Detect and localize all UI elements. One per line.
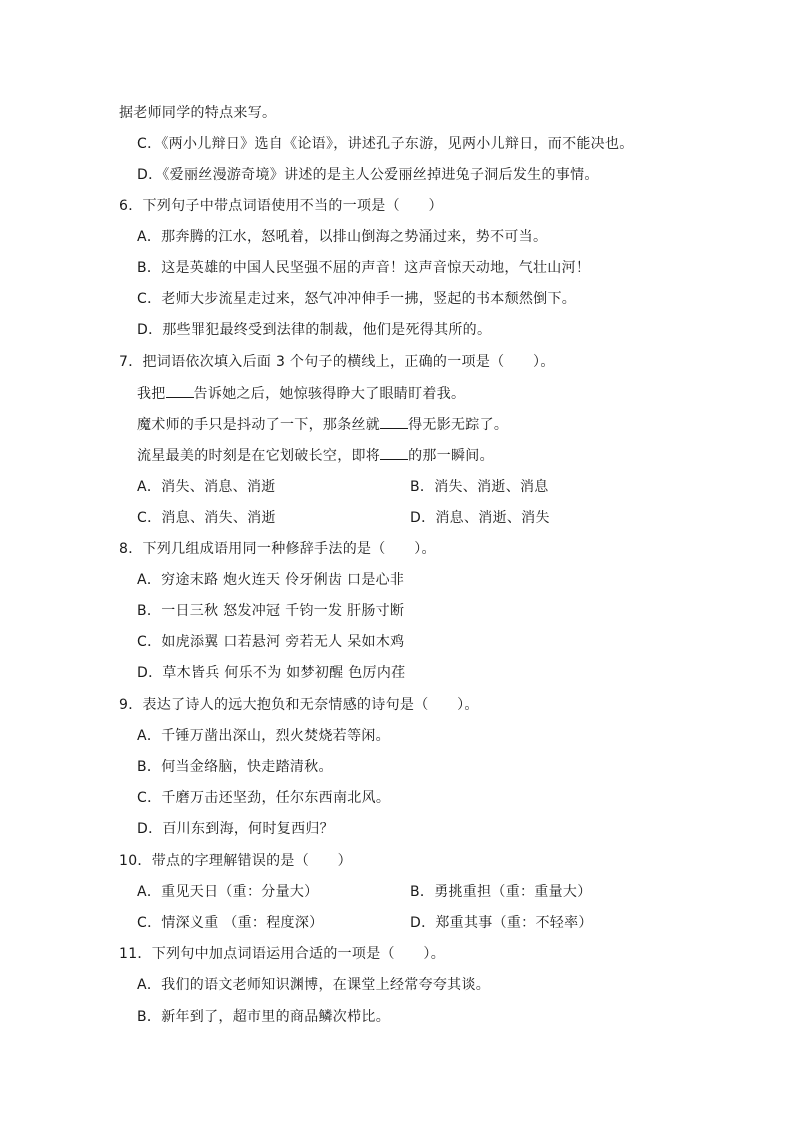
continued-text: 据老师同学的特点来写。 (119, 105, 277, 121)
q7-s1-after: 告诉她之后，她惊骇得睁大了眼睛盯着我。 (193, 386, 466, 402)
q7-s1-before: 我把 (137, 386, 166, 402)
q5-option-c: C．《两小儿辩日》选自《论语》，讲述孔子东游，见两小儿辩日，而不能决也。 (137, 136, 634, 152)
q6-option-b: B．这是英雄的中国人民坚强不屈的声音！这声音惊天动地，气壮山河！ (137, 260, 591, 276)
q5-option-d: D．《爱丽丝漫游奇境》讲述的是主人公爱丽丝掉进兔子洞后发生的事情。 (137, 167, 599, 183)
q7-s2-before: 魔术师的手只是抖动了一下，那条丝就 (137, 417, 381, 433)
q7-option-a: A．消失、消息、消逝 (137, 479, 276, 495)
q7-option-c: C．消息、消失、消逝 (137, 510, 276, 526)
q7-s2-after: 得无影无踪了。 (408, 417, 509, 433)
question-8: 8．下列几组成语用同一种修辞手法的是（ ）。 (119, 541, 436, 557)
fill-blank-3 (380, 445, 408, 460)
q10-option-b: B．勇挑重担（重：重量大） (410, 884, 592, 900)
q7-option-b: B．消失、消逝、消息 (410, 479, 549, 495)
question-7: 7．把词语依次填入后面 3 个句子的横线上，正确的一项是（ ）。 (119, 354, 555, 370)
q9-option-d: D．百川东到海，何时复西归？ (137, 821, 334, 837)
q9-option-b: B．何当金络脑，快走踏清秋。 (137, 759, 333, 775)
q7-sentence-3 (137, 445, 494, 466)
q8-option-b: B．一日三秋 怒发冲冠 千钧一发 肝肠寸断 (137, 603, 405, 619)
q8-option-c: C．如虎添翼 口若悬河 旁若无人 呆如木鸡 (137, 634, 405, 650)
q9-option-a: A．千锤万凿出深山，烈火焚烧若等闲。 (137, 728, 390, 744)
q9-option-c: C．千磨万击还坚劲，任尔东西南北风。 (137, 790, 391, 806)
q10-option-c: C．情深义重 （重：程度深） (137, 915, 324, 931)
q7-sentence-2 (137, 414, 508, 435)
q8-option-d: D．草木皆兵 何乐不为 如梦初醒 色厉内荏 (137, 665, 406, 681)
question-11: 11．下列句中加点词语运用合适的一项是（ ）。 (119, 946, 446, 962)
q7-sentence-1 (137, 383, 465, 404)
q8-option-a: A．穷途末路 炮火连天 伶牙俐齿 口是心非 (137, 572, 405, 588)
fill-blank-1 (166, 383, 194, 398)
q11-option-a: A．我们的语文老师知识渊博，在课堂上经常夸夸其谈。 (137, 977, 491, 993)
fill-blank-2 (380, 414, 408, 429)
q10-option-a: A．重见天日（重：分量大） (137, 884, 319, 900)
q7-s3-after: 的那一瞬间。 (408, 448, 494, 464)
q6-option-c: C．老师大步流星走过来，怒气冲冲伸手一拂，竖起的书本颓然倒下。 (137, 291, 577, 307)
q11-option-b: B．新年到了，超市里的商品鳞次栉比。 (137, 1009, 391, 1025)
q7-s3-before: 流星最美的时刻是在它划破长空，即将 (137, 448, 381, 464)
question-10: 10．带点的字理解错误的是（ ） (119, 853, 352, 869)
q10-option-d: D．郑重其事（重：不轻率） (410, 915, 593, 931)
q6-option-d: D．那些罪犯最终受到法律的制裁，他们是死得其所的。 (137, 322, 492, 338)
question-6: 6．下列句子中带点词语使用不当的一项是（ ） (119, 198, 443, 214)
q6-option-a: A．那奔腾的江水，怒吼着，以排山倒海之势涌过来，势不可当。 (137, 229, 548, 245)
q7-option-d: D．消息、消逝、消失 (410, 510, 550, 526)
question-9: 9．表达了诗人的远大抱负和无奈情感的诗句是（ ）。 (119, 697, 479, 713)
